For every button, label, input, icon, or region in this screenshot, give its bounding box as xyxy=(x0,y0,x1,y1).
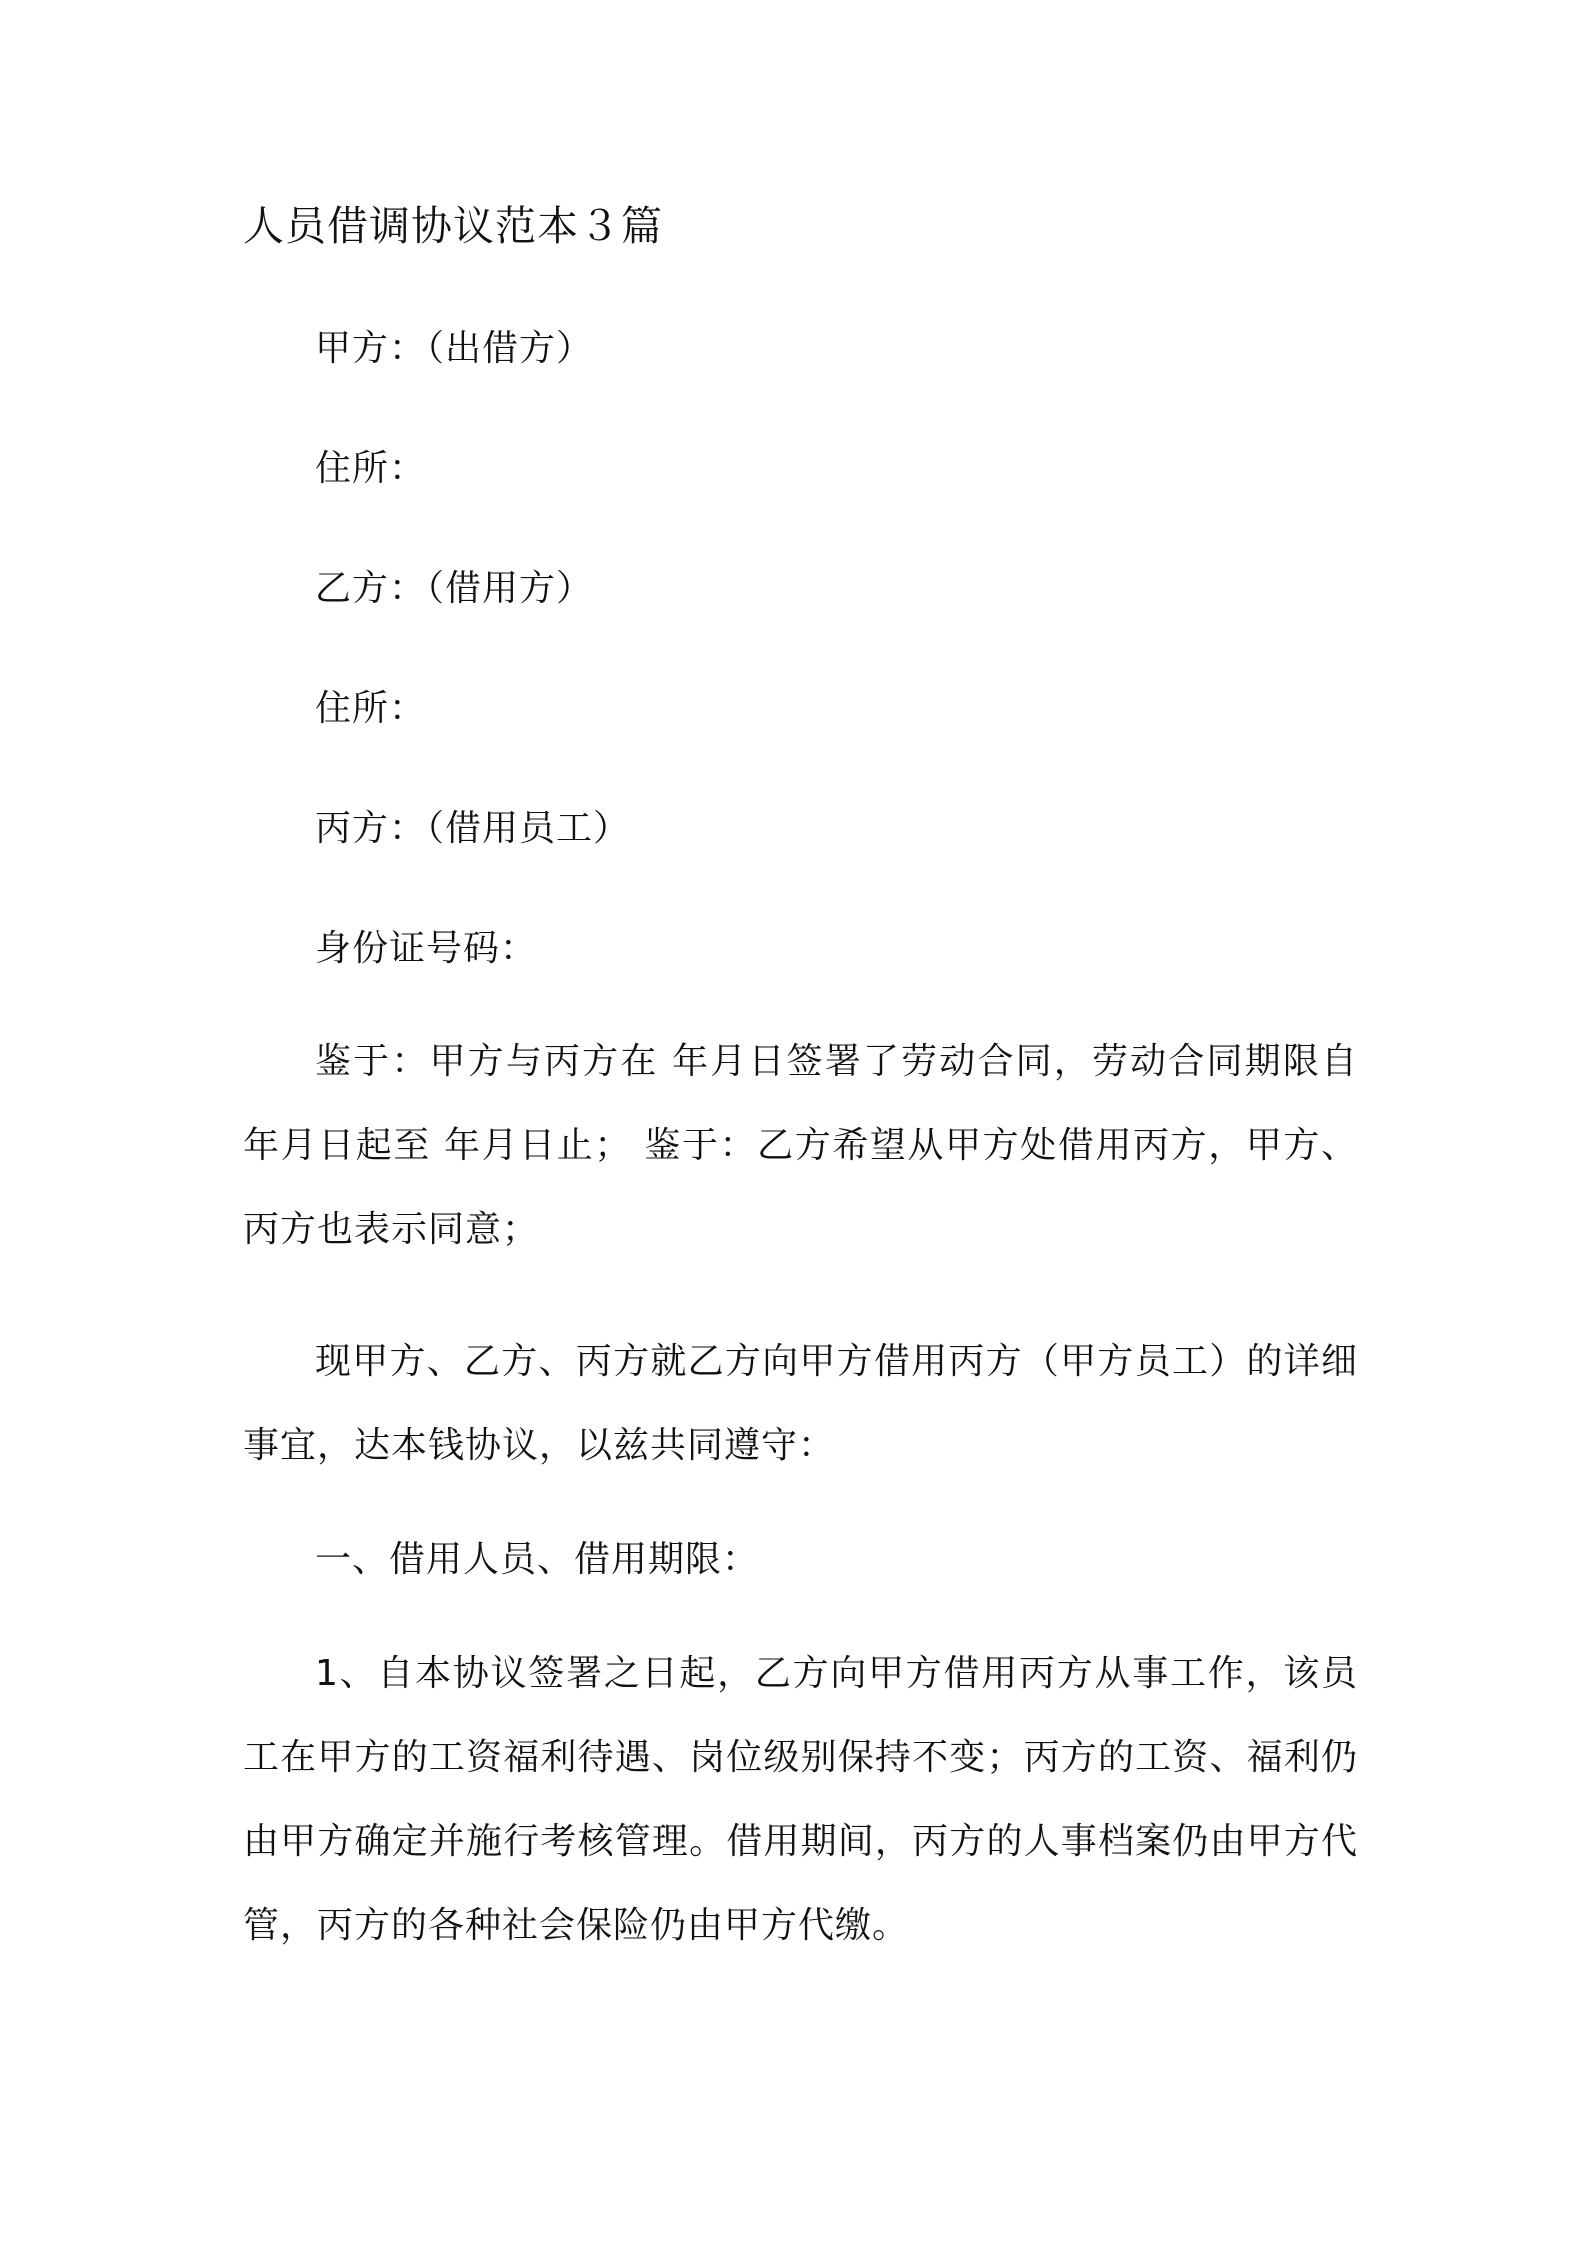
party-b-line: 乙方：（借用方） xyxy=(315,568,594,609)
section-1-heading: 一、借用人员、借用期限： xyxy=(315,1539,760,1580)
document-title: 人员借调协议范本３篇 xyxy=(243,202,663,250)
party-a-address-line: 住所： xyxy=(315,448,427,489)
party-c-line: 丙方：（借用员工） xyxy=(315,808,631,849)
clause-1-paragraph: 1、自本协议签署之日起，乙方向甲方借用丙方从事工作，该员工在甲方的工资福利待遇、岗位级别保持不变；丙方的工资、福利仍由甲方确定并施行考核管理。借用期间，丙方的人事档案仍由甲方代管，丙方的各种社会保险仍由甲方代缴。 xyxy=(243,1653,1358,1946)
party-a-line: 甲方：（出借方） xyxy=(315,328,594,369)
agreement-paragraph: 现甲方、乙方、丙方就乙方向甲方借用丙方（甲方员工）的详细事宜，达本钱协议，以兹共同遵守： xyxy=(243,1341,1358,1466)
id-number-line: 身份证号码： xyxy=(315,928,538,969)
party-b-address-line: 住所： xyxy=(315,688,427,729)
recital-paragraph: 鉴于：甲方与丙方在 年月日签署了劳动合同，劳动合同期限自 年月日起至 年月日止； 鉴于：乙方希望从甲方处借用丙方，甲方、丙方也表示同意； xyxy=(243,1041,1358,1250)
